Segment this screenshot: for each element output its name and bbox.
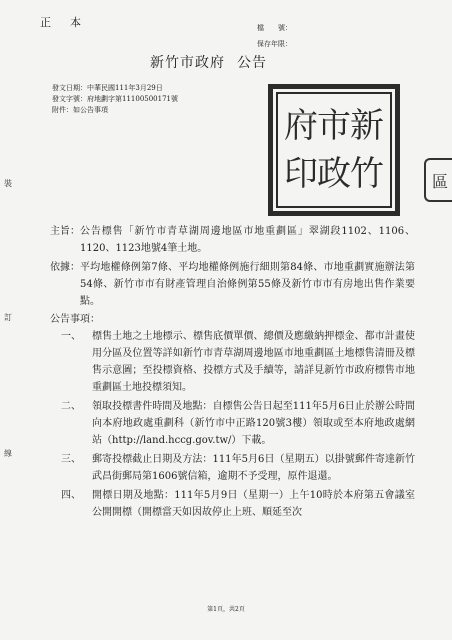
seal-char: 印 <box>284 154 318 194</box>
basis-text: 平均地權條例第7條、平均地權條例施行細則第84條、市地重劃實施辦法第54條、新竹市市有財產管理自治條例第55條及新竹市市有房地出售作業要點。 <box>80 262 415 307</box>
seal-glyphs <box>279 95 389 205</box>
page-number: 第1頁，共2頁 <box>207 606 245 613</box>
announcement-label: 公告事項： <box>50 314 100 325</box>
seal-char: 政 <box>317 154 351 194</box>
page-title <box>150 52 267 72</box>
official-seal <box>268 84 400 216</box>
agency-name: 新竹市政府 <box>150 55 225 71</box>
file-no-label: 檔 號： <box>257 24 292 32</box>
item-text: 領取投標書件時間及地點：自標售公告日起至111年5月6日止於辦公時間向本府地政處重劃科（新竹市中正路120號3樓）領取或至本府地政處網站（http://land.hccg.gov.tw/）下載。 <box>92 401 415 446</box>
seal-char: 竹 <box>350 154 384 194</box>
item-text: 開標日期及地點：111年5月9日（星期一）上午10時於本府第五會議室公開開標（開標當天如因故停止上班、順延至次 <box>92 490 415 518</box>
item-number: 四、 <box>61 490 81 501</box>
item-number: 三、 <box>61 454 81 465</box>
subject-label: 主旨： <box>50 226 80 237</box>
file-meta <box>257 20 292 52</box>
seal-char: 府 <box>284 106 318 146</box>
seal-char: 市 <box>317 106 351 146</box>
copy-mark: 正 本 <box>40 16 85 29</box>
side-stamp <box>424 158 452 202</box>
item-number: 一、 <box>61 331 81 342</box>
dispatch-meta <box>52 83 178 116</box>
item-text: 郵寄投標截止日期及方法：111年5月6日（星期五）以掛號郵件寄達新竹武昌街郵局第1606號信箱，逾期不予受理，原件退還。 <box>92 454 415 482</box>
subject-section <box>50 223 415 257</box>
dispatch-number: 發文字號：府地劃字第11100500171號 <box>52 95 178 103</box>
item-number: 二、 <box>61 401 81 412</box>
basis-section <box>50 259 415 310</box>
list-item <box>61 398 415 449</box>
dispatch-date: 發文日期：中華民國111年3月29日 <box>52 84 163 92</box>
seal-char: 新 <box>350 106 384 146</box>
attachment-note: 附件：如公告事項 <box>52 106 108 114</box>
doc-type: 公告 <box>237 55 267 71</box>
retention-label: 保存年限： <box>257 40 292 48</box>
margin-mark-line: 線 <box>4 449 12 458</box>
basis-label: 依據： <box>50 262 80 273</box>
item-text: 標售土地之土地標示、標售底價單價、總價及應繳納押標金、都市計畫使用分區及位置等詳如新竹市青草湖周邊地區市地重劃區土地標售清冊及標售示意圖；至投標資格、投標方式及手續等，請詳見新竹市政府標售市地重劃區土地投標須知。 <box>92 331 415 393</box>
list-item <box>61 328 415 396</box>
margin-mark-bind: 裝 <box>4 179 12 188</box>
margin-mark-staple: 訂 <box>4 313 12 322</box>
side-stamp-glyph: 區 <box>432 172 449 191</box>
subject-text: 公告標售「新竹市青草湖周邊地區市地重劃區」翠湖段1102、1106、1120、1123地號4筆土地。 <box>80 226 415 254</box>
